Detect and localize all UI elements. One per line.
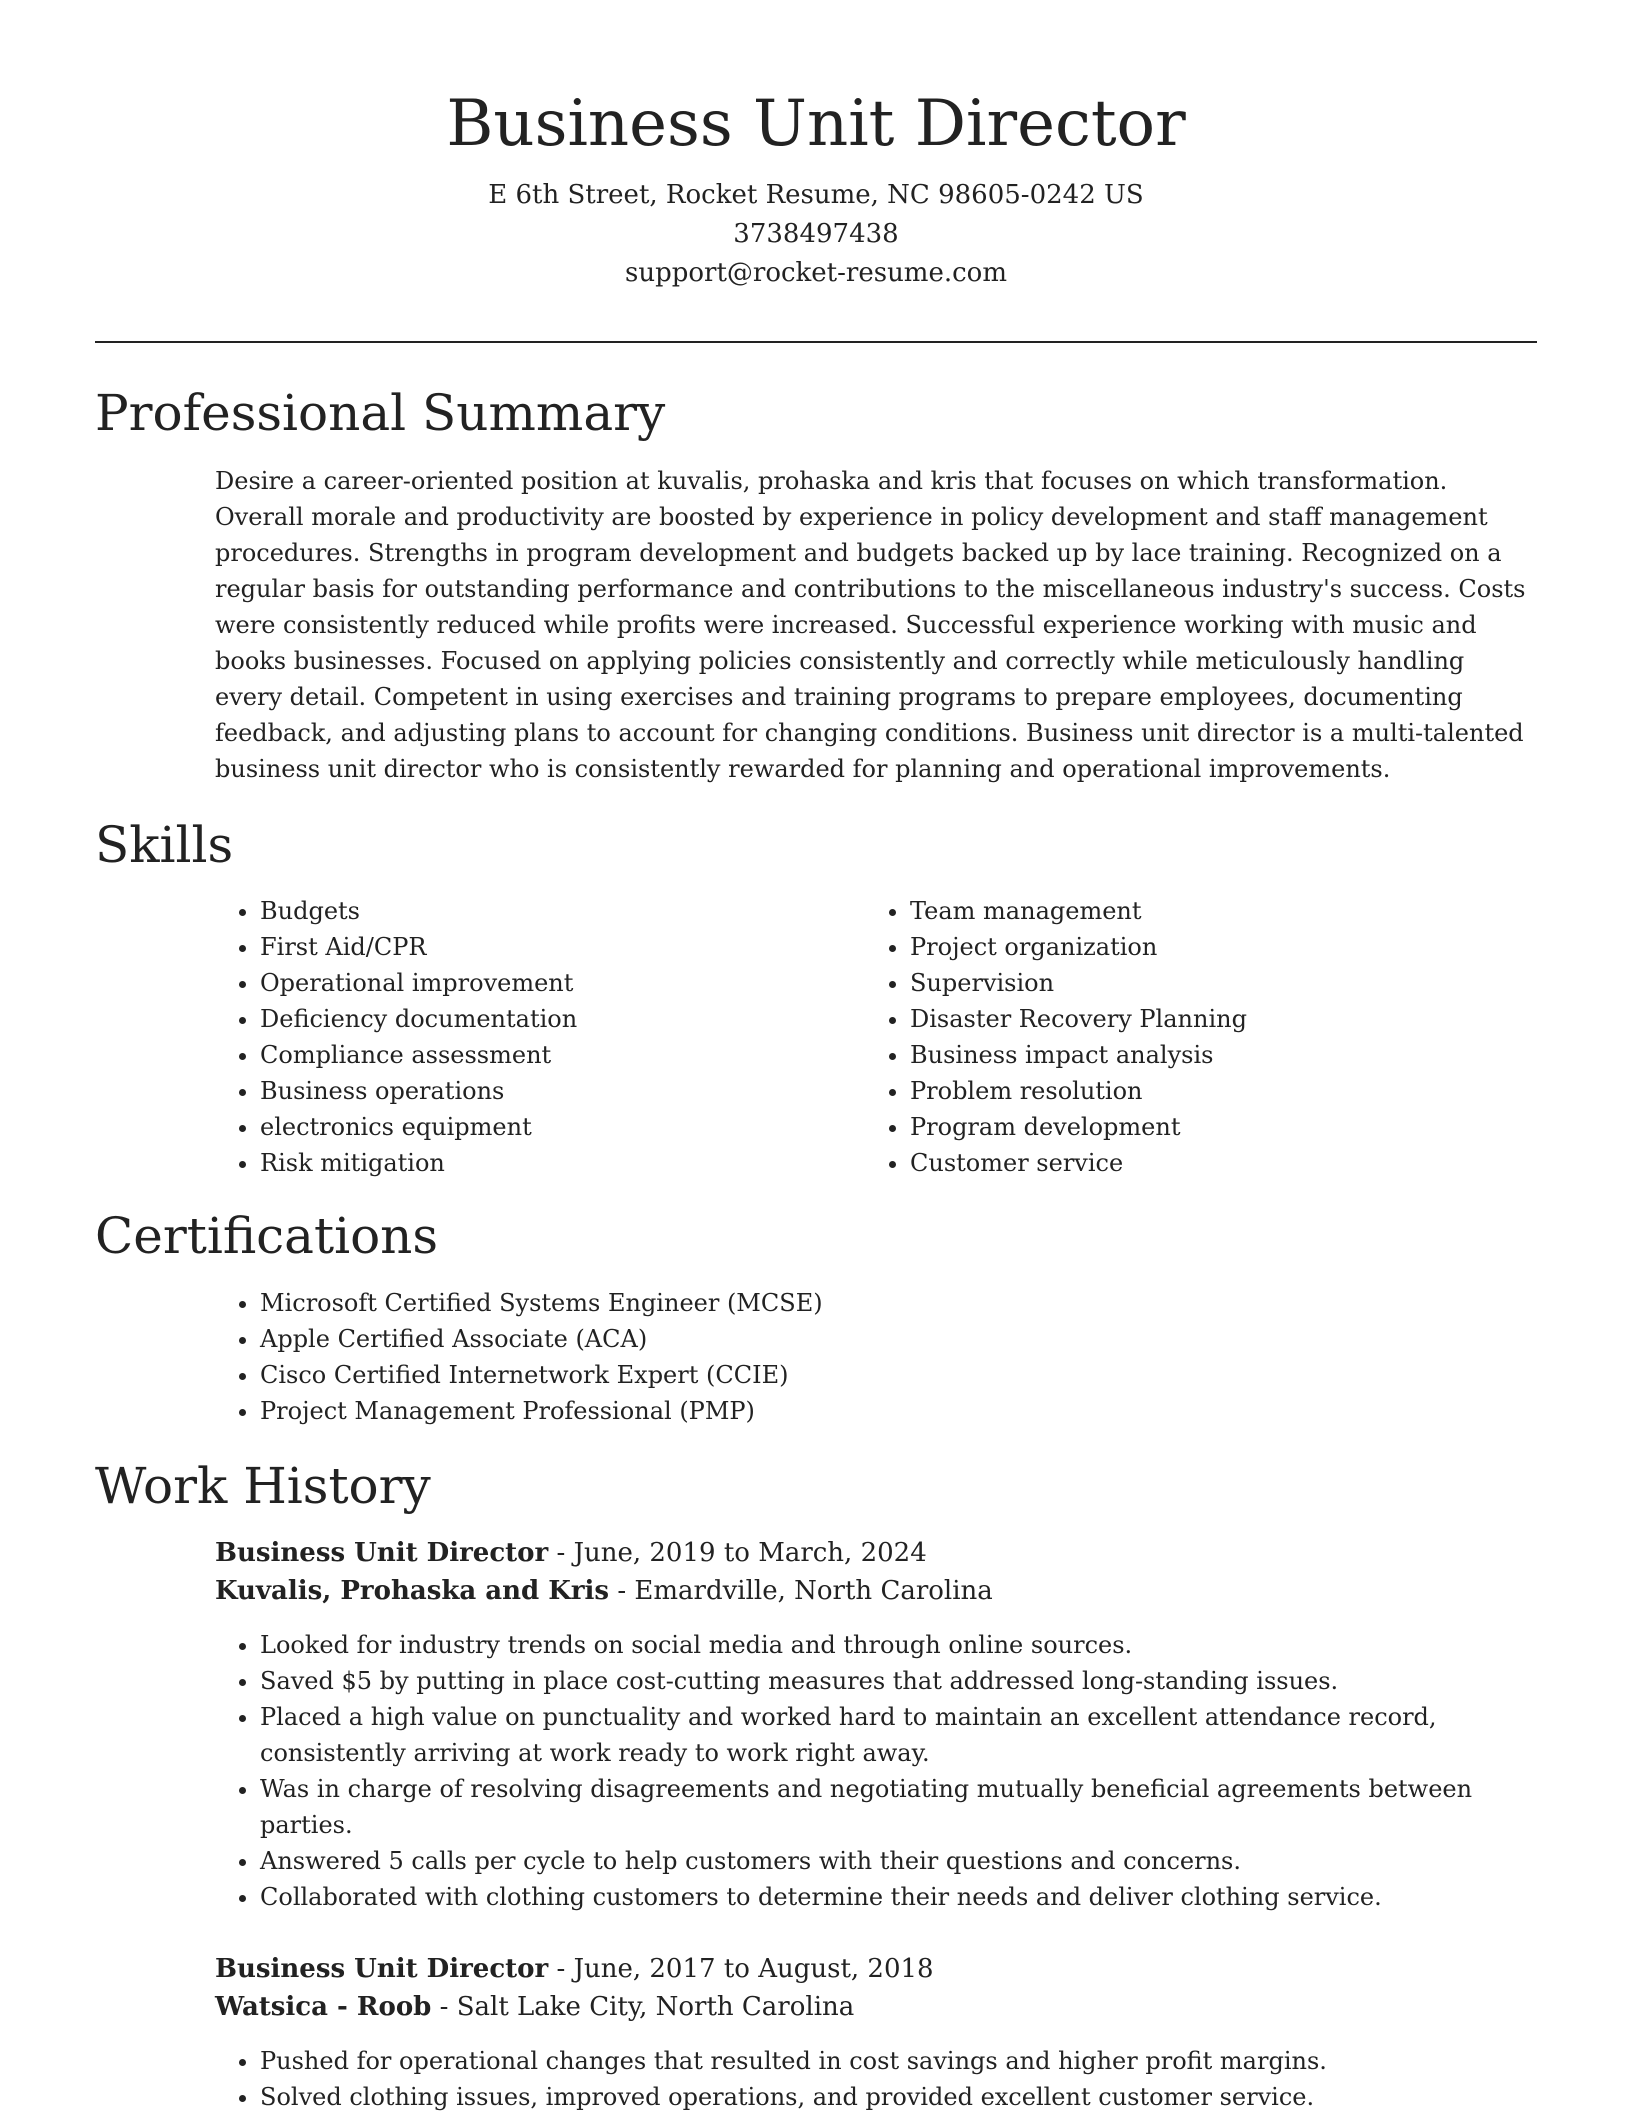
job-location: Emardville, North Carolina	[634, 1576, 993, 1606]
list-item: • Supervision	[910, 965, 1550, 1001]
job-bullets	[216, 2043, 1524, 2115]
skills-heading: Skills	[95, 816, 234, 874]
list-item: • Operational improvement	[260, 965, 820, 1001]
list-item: • Looked for industry trends on social media and through online sources.	[260, 1627, 1524, 1663]
list-item: • Apple Certified Associate (ACA)	[260, 1321, 1560, 1357]
list-item: • Program development	[910, 1109, 1550, 1145]
resume-header	[95, 84, 1537, 293]
job-title-line	[215, 1534, 1535, 1572]
job-company: Kuvalis, Prohaska and Kris	[215, 1576, 610, 1606]
list-item: • Pushed for operational changes that resulted in cost savings and higher profit margins.	[260, 2043, 1524, 2079]
job-title-line	[215, 1950, 1535, 1988]
list-item: • Was in charge of resolving disagreements and negotiating mutually beneficial agreements between parties.	[260, 1771, 1524, 1843]
candidate-name: Business Unit Director	[446, 87, 1186, 161]
certifications-heading: Certifications	[95, 1207, 439, 1265]
skills-list-right	[866, 893, 1550, 1181]
work-history-heading: Work History	[95, 1457, 431, 1515]
email: support@rocket-resume.com	[624, 258, 1007, 288]
job-dates: June, 2017 to August, 2018	[573, 1954, 934, 1984]
list-item: • Answered 5 calls per cycle to help customers with their questions and concerns.	[260, 1843, 1524, 1879]
list-item: • Deficiency documentation	[260, 1001, 820, 1037]
header-divider	[95, 341, 1537, 343]
list-item: • Solved clothing issues, improved operations, and provided excellent customer service.	[260, 2079, 1524, 2115]
job-role: Business Unit Director	[215, 1954, 549, 1984]
phone: 3738497438	[733, 219, 899, 249]
job-location: Salt Lake City, North Carolina	[456, 1992, 855, 2022]
list-item: • First Aid/CPR	[260, 929, 820, 965]
list-item: • Customer service	[910, 1145, 1550, 1181]
list-item: • electronics equipment	[260, 1109, 820, 1145]
list-item: • Business impact analysis	[910, 1037, 1550, 1073]
separator: -	[548, 1954, 574, 1984]
list-item: • Risk mitigation	[260, 1145, 820, 1181]
list-item: • Project Management Professional (PMP)	[260, 1393, 1560, 1429]
list-item: • Collaborated with clothing customers to determine their needs and deliver clothing service.	[260, 1879, 1524, 1915]
job-dates: June, 2019 to March, 2024	[573, 1538, 927, 1568]
list-item: • Cisco Certified Internetwork Expert (CCIE)	[260, 1357, 1560, 1393]
summary-text: Desire a career-oriented position at kuvalis, prohaska and kris that focuses on which transformation. Overall morale and productivity are boosted by experience in policy development and staff management procedures. Strengths in program development and budgets backed up by lace training. Recognized on a regular basis for outstanding performance and contributions to the miscellaneous industry's success. Costs were consistently reduced while profits were increased. Successful experience working with music and books businesses. Focused on applying policies consistently and correctly while meticulously handling every detail. Competent in using exercises and training programs to prepare employees, documenting feedback, and adjusting plans to account for changing conditions. Business unit director is a multi-talented business unit director who is consistently rewarded for planning and operational improvements.	[215, 467, 1526, 783]
list-item: • Budgets	[260, 893, 820, 929]
list-item: • Compliance assessment	[260, 1037, 820, 1073]
separator: -	[431, 1992, 457, 2022]
separator: -	[609, 1576, 635, 1606]
list-item: • Placed a high value on punctuality and worked hard to maintain an excellent attendance record, consistently arriving at work ready to work right away.	[260, 1699, 1524, 1771]
list-item: • Project organization	[910, 929, 1550, 965]
certifications-list	[216, 1285, 1560, 1429]
job-company: Watsica - Roob	[215, 1992, 432, 2022]
job-company-line	[215, 1988, 1535, 2026]
skills-list-left	[216, 893, 820, 1181]
job-company-line	[215, 1572, 1535, 1610]
list-item: • Business operations	[260, 1073, 820, 1109]
list-item: • Team management	[910, 893, 1550, 929]
separator: -	[548, 1538, 574, 1568]
contact-info	[95, 176, 1537, 293]
list-item: • Microsoft Certified Systems Engineer (MCSE)	[260, 1285, 1560, 1321]
job-role: Business Unit Director	[215, 1538, 549, 1568]
address: E 6th Street, Rocket Resume, NC 98605-0242 US	[488, 180, 1144, 210]
summary-heading: Professional Summary	[95, 384, 666, 442]
list-item: • Problem resolution	[910, 1073, 1550, 1109]
list-item: • Disaster Recovery Planning	[910, 1001, 1550, 1037]
list-item: • Saved $5 by putting in place cost-cutting measures that addressed long-standing issues.	[260, 1663, 1524, 1699]
job-bullets	[216, 1627, 1524, 1915]
